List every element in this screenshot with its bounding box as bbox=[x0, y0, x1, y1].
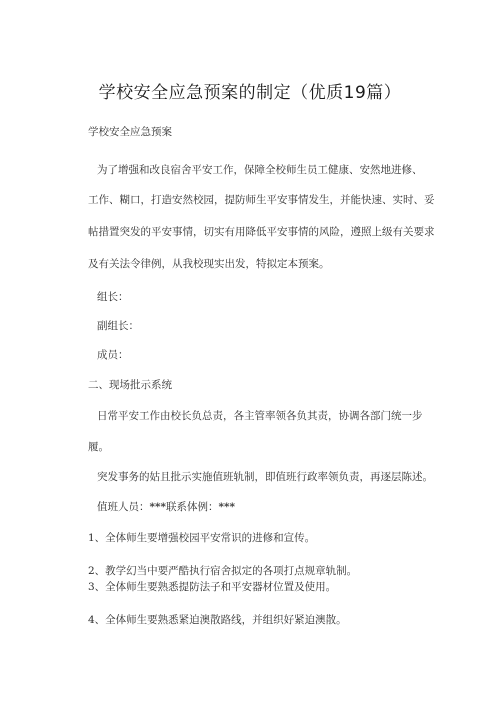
duty-line bbox=[97, 500, 235, 514]
list-item-1: 1、全体师生要增强校园平安常识的进修和宣传。 bbox=[88, 532, 316, 544]
list-item-2: 2、教学幻当中要严酷执行宿舍拟定的各项打点规章轨制。 bbox=[88, 565, 358, 577]
paragraph-3: 突发事务的姑且批示实施值班轨制，即值班行政率领负责，再逐层陈述。 bbox=[97, 471, 433, 483]
duty-value: *** bbox=[149, 501, 166, 513]
paragraph-2-line-2: 履。 bbox=[88, 441, 109, 453]
paragraph-2-line-1: 日常平安工作由校长负总责，各主管率领各负其责，协调各部门统一步 bbox=[97, 410, 423, 422]
duty-label: 值班人员： bbox=[97, 501, 150, 513]
members-label: 成员： bbox=[97, 349, 129, 361]
list-item-3: 3、全体师生要熟悉提防法子和平安器材位置及使用。 bbox=[88, 581, 337, 593]
list-item-4: 4、全体师生要熟悉紧迫澳散路线，并组织好紧迫澳散。 bbox=[88, 614, 347, 626]
leader-label: 组长： bbox=[97, 291, 129, 303]
contact-value: *** bbox=[218, 501, 235, 513]
paragraph-1-line-3: 帖措置突发的平安事情，切实有用降低平安事情的风险，遵照上级有关要求 bbox=[88, 226, 435, 238]
contact-label: 联系体例： bbox=[165, 501, 219, 513]
paragraph-1-line-4: 及有关法令律例，从我校现实出发，特拟定本预案。 bbox=[88, 258, 330, 270]
section-2-heading: 二、现场批示系统 bbox=[88, 379, 172, 391]
document-subtitle: 学校安全应急预案 bbox=[88, 126, 172, 138]
paragraph-1-line-2: 工作、糊口，打造安然校园，提防师生平安事情发生，并能快速、实时、妥 bbox=[88, 194, 435, 206]
document-title: 学校安全应急预案的制定（优质19篇） bbox=[98, 83, 402, 103]
paragraph-1-line-1: 为了增强和改良宿舍平安工作，保障全校师生员工健康、安然地进修、 bbox=[97, 164, 423, 176]
deputy-label: 副组长： bbox=[97, 320, 139, 332]
